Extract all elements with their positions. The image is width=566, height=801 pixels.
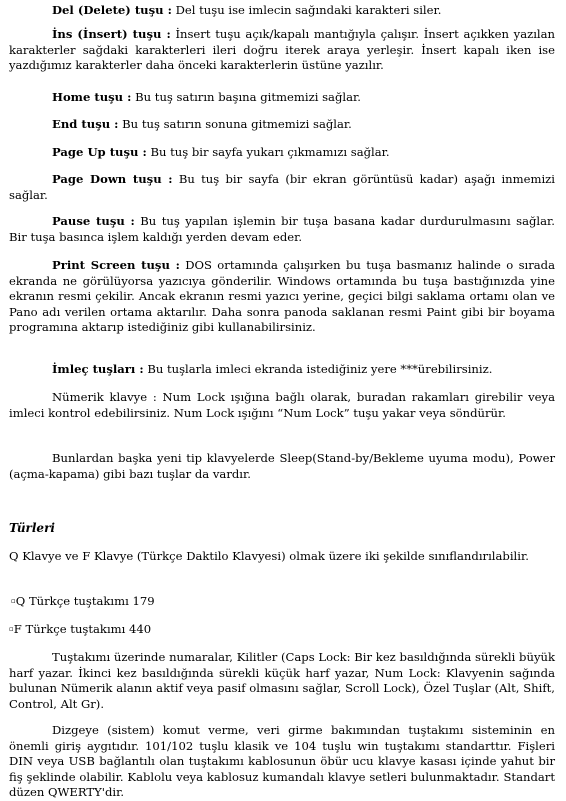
type-item-text: F Türkçe tuştakımı 440 [13, 622, 152, 636]
paragraph-text: DOS ortamında çalışırken bu tuşa basmanız halinde o sırada ekranda ne görülüyorsa yazıcıya gönderilir. Windows ortamında bu tuşa bastığınızda yine ekranın resmi çekilir. Ancak ekranın resmi yazıcı yerine, geçici bilgi saklama ortamı olan ve Pano adı verilen ortama aktarılır. Daha sonra panoda saklanan resmi Paint gibi bir boyama programına aktarıp istediğiniz gibi kullanabilirsiniz. [9, 258, 556, 335]
paragraph-input-device [9, 723, 555, 801]
paragraph-text: Bu tuş yapılan işlemin bir tuşa basana kadar durdurulmasını sağlar. Bir tuşa basınca işlem kaldığı yerden devam eder. [9, 214, 555, 244]
paragraph-print-screen-key [9, 258, 555, 336]
paragraph-pause-key [9, 214, 555, 245]
paragraph-text: Bu tuş bir sayfa (bir ekran görüntüsü kadar) aşağı inmemizi sağlar. [9, 172, 556, 202]
types-intro: Q Klavye ve F Klavye (Türkçe Daktilo Klavyesi) olmak üzere iki şekilde sınıflandırılabilir. [9, 549, 529, 563]
paragraph-text: Del tuşu ise imlecin sağındaki karakteri siler. [175, 3, 442, 17]
paragraph-text: Dizgeye (sistem) komut verme, veri girme bakımından tuştakımı sisteminin en önemli giriş aygıtıdır. 101/102 tuşlu klasik ve 104 tuşlu win tuştakımı standarttır. Fişleri DIN veya USB bağlantılı olan tuştakımı kablosunun öbür ucu klavye kasası içinde yahut bir fiş şeklinde olabilir. Kablolu veya kablosuz kumandalı klavye setleri bulunmaktadır. Standart düzen QWERTY'dir. [9, 723, 555, 800]
paragraph-text: Bu tuş satırın başına gitmemizi sağlar. [135, 90, 361, 104]
term-label: İmleç tuşları : [52, 362, 144, 376]
paragraph-text: Nümerik klavye : Num Lock ışığına bağlı olarak, buradan rakamları girebilir veya imleci kontrol edebilirsiniz. Num Lock ışığını “Num Lock” tuşu yakar veya söndürür. [9, 390, 555, 420]
paragraph-end-key [9, 117, 555, 133]
term-label: Pause tuşu : [52, 214, 135, 228]
paragraph-text: Bunlardan başka yeni tip klavyelerde Sleep(Stand-by/Bekleme uyuma modu), Power (açma-kapama) gibi bazı tuşlar da vardır. [9, 451, 555, 481]
type-item [9, 622, 555, 638]
paragraph-cursor-keys [9, 362, 555, 378]
paragraph-text: Bu tuşlarla imleci ekranda istediğiniz yere ***ürebilirsiniz. [147, 362, 493, 376]
term-label: Page Up tuşu : [52, 145, 147, 159]
type-item-text: Q Türkçe tuştakımı 179 [15, 594, 155, 608]
term-label: Home tuşu : [52, 90, 132, 104]
paragraph-page-up-key [9, 145, 555, 161]
paragraph-text: Bu tuş bir sayfa yukarı çıkmamızı sağlar. [150, 145, 390, 159]
paragraph-text: Bu tuş satırın sonuna gitmemizi sağlar. [122, 117, 352, 131]
paragraph-keyboard-layout [9, 650, 555, 712]
term-label: Page Down tuşu : [52, 172, 173, 186]
term-label: Print Screen tuşu : [52, 258, 180, 272]
paragraph-extra-keys [9, 451, 555, 482]
term-label: End tuşu : [52, 117, 119, 131]
bullet-icon: ▫ [11, 597, 16, 605]
type-item [11, 594, 557, 610]
bullet-icon: ▫ [9, 625, 14, 633]
paragraph-numeric-keypad [9, 390, 555, 421]
term-label: İns (İnsert) tuşu : [52, 27, 171, 41]
paragraph-text: İnsert tuşu açık/kapalı mantığıyla çalışır. İnsert açıkken yazılan karakterler sağdaki karakterleri ileri doğru iterek araya yerleşir. İnsert kapalı iken ise yazdığımız karakterler daha önceki karakterlerin üstüne yazılır. [9, 27, 556, 73]
paragraph-insert-key [9, 27, 555, 74]
paragraph-page-down-key [9, 172, 555, 203]
term-label: Del (Delete) tuşu : [52, 3, 172, 17]
paragraph-home-key [9, 90, 555, 106]
paragraph-text: Tuştakımı üzerinde numaralar, Kilitler (Caps Lock: Bir kez basıldığında sürekli büyük harf yazar. İkinci kez basıldığında sürekli küçük harf yazar, Num Lock: Klavyenin sağında bulunan Nümerik alanın aktif veya pasif olmasını sağlar, Scroll Lock), Özel Tuşlar (Alt, Shift, Control, Alt Gr). [9, 650, 555, 711]
section-heading: Türleri [9, 521, 55, 535]
paragraph-del-key [9, 3, 555, 19]
